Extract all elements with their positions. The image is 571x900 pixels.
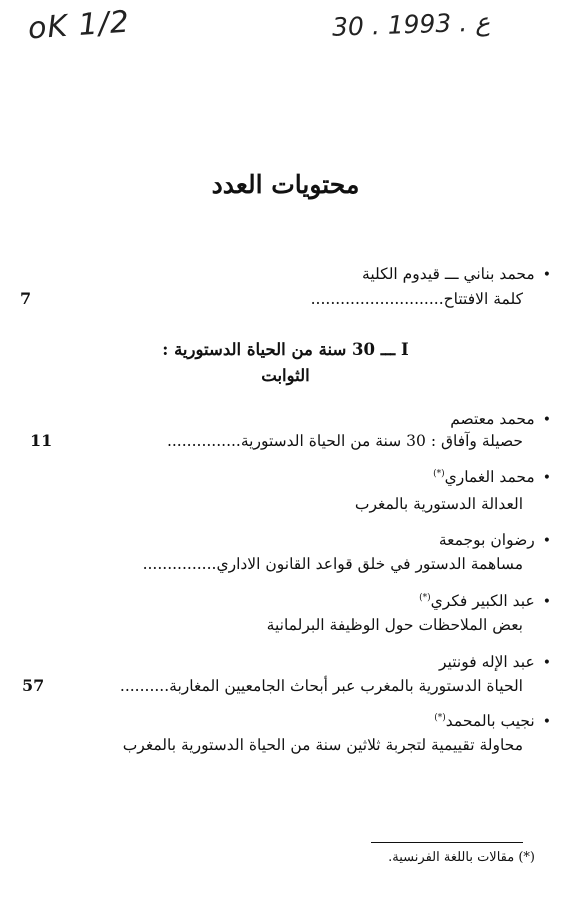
author-line <box>362 265 551 283</box>
bullet: • <box>542 533 551 549</box>
bullet: • <box>542 412 551 428</box>
footnote-marker: (*) <box>434 712 446 723</box>
article-title <box>311 290 523 308</box>
article-title-text: كلمة الافتتاح <box>443 290 523 308</box>
article-title <box>120 677 523 695</box>
author-name: رضوان بوجمعة <box>438 531 535 549</box>
footnote: (*) مقالات باللغة الفرنسية. <box>388 850 535 865</box>
leader-dots: ........................... <box>310 290 444 308</box>
article-title-text: بعض الملاحظات حول الوظيفة البرلمانية <box>266 616 523 634</box>
author-name: محمد الغماري <box>444 468 535 486</box>
leader-dots: ............... <box>166 432 241 450</box>
article-title-text: الحياة الدستورية بالمغرب عبر أبحاث الجامعيين المغاربة <box>169 677 523 695</box>
author-name: محمد بناني ـــ قيدوم الكلية <box>362 265 535 283</box>
author-line <box>439 653 551 671</box>
bullet: • <box>542 714 551 730</box>
handwritten-note-left: oK 1/2 <box>26 4 131 47</box>
author-name: عبد الإله فونتير <box>439 653 535 671</box>
leader-dots: .......... <box>119 677 170 695</box>
author-line <box>434 712 551 730</box>
leader-dots: ............... <box>142 555 217 573</box>
article-title-text: محاولة تقييمية لتجربة ثلاثين سنة من الحياة الدستورية بالمغرب <box>122 736 523 754</box>
article-title-text: العدالة الدستورية بالمغرب <box>354 495 523 513</box>
article-title <box>143 555 523 573</box>
article-title <box>167 432 523 450</box>
article-title <box>355 495 523 513</box>
page-number: 11 <box>30 431 53 450</box>
handwritten-date: 30 . ع . 1993 <box>331 7 491 42</box>
section-heading: I ـــ 30 سنة من الحياة الدستورية : <box>162 340 409 359</box>
author-line <box>439 531 551 549</box>
bullet: • <box>542 267 551 283</box>
author-name: نجيب بالمحمد <box>445 712 535 730</box>
article-title <box>267 616 523 634</box>
page-number: 7 <box>20 289 32 308</box>
page-number: 57 <box>22 676 45 695</box>
article-title-text: حصيلة وآفاق : 30 سنة من الحياة الدستورية <box>240 432 523 450</box>
footnote-marker: (*) <box>433 468 445 479</box>
article-title <box>123 736 523 754</box>
bullet: • <box>542 470 551 486</box>
author-line <box>450 410 551 428</box>
footnote-rule <box>371 842 523 843</box>
author-name: عبد الكبير فكري <box>430 592 535 610</box>
page-title: محتويات العدد <box>211 170 360 199</box>
footnote-marker: (*) <box>419 592 431 603</box>
section-subheading: الثوابت <box>261 366 310 385</box>
author-line <box>419 592 551 610</box>
bullet: • <box>542 655 551 671</box>
author-name: محمد معتصم <box>450 410 535 428</box>
article-title-text: مساهمة الدستور في خلق قواعد القانون الاداري <box>216 555 523 573</box>
bullet: • <box>542 594 551 610</box>
author-line <box>433 468 551 486</box>
